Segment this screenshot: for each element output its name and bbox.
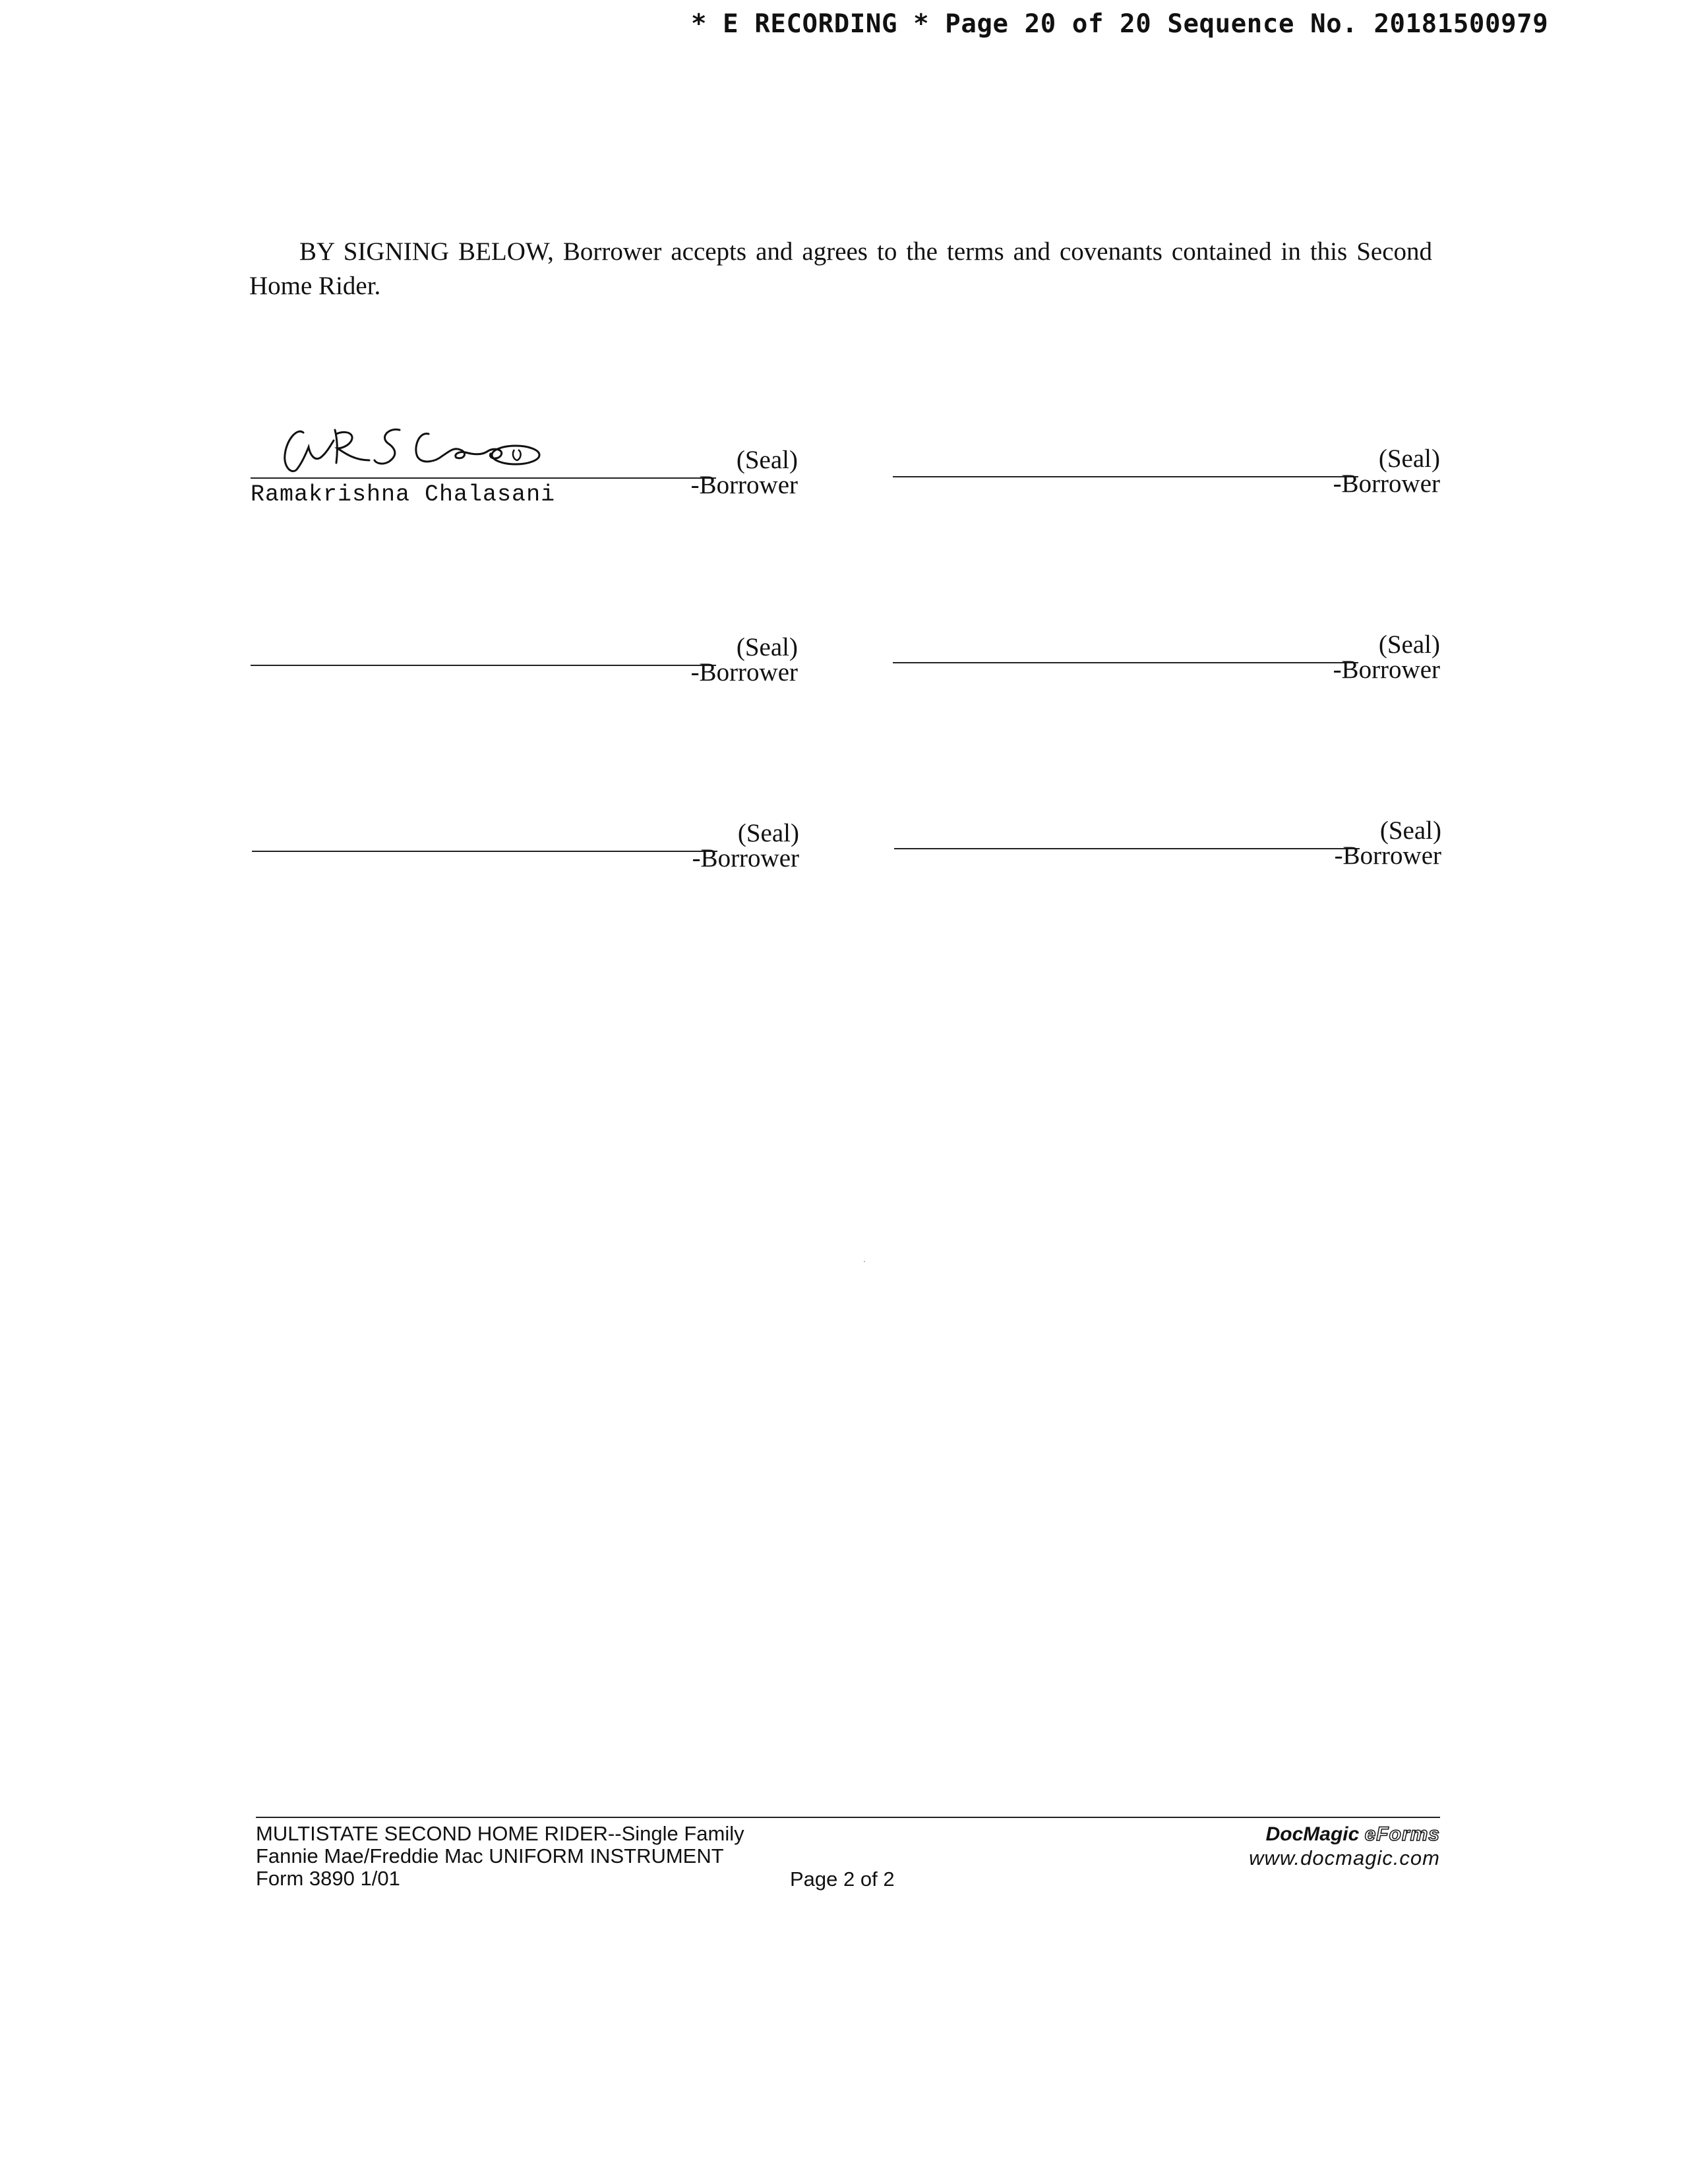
signature-block-6 xyxy=(894,818,1441,877)
signature-line xyxy=(251,665,716,666)
brand-name: DocMagic xyxy=(1265,1823,1365,1845)
borrower-label: -Borrower xyxy=(1334,841,1441,870)
signing-statement: BY SIGNING BELOW, Borrower accepts and agrees to the terms and covenants contained in this Second Home Rider. xyxy=(249,237,1432,300)
recording-stamp: * E RECORDING * Page 20 of 20 Sequence No. 20181500979 xyxy=(691,9,1549,39)
signer-name: Ramakrishna Chalasani xyxy=(251,481,556,508)
seal-label: (Seal) xyxy=(1379,816,1441,845)
signature-block-1 xyxy=(251,447,798,506)
handwritten-signature xyxy=(277,414,560,487)
page-number: Page 2 of 2 xyxy=(790,1867,895,1891)
signature-block-2 xyxy=(893,446,1440,505)
signature-block-5 xyxy=(252,820,799,880)
form-number: Form 3890 1/01 xyxy=(256,1867,400,1890)
signature-line xyxy=(251,477,716,479)
docmagic-branding xyxy=(1249,1823,1440,1870)
signature-block-3 xyxy=(251,634,798,694)
borrower-label: -Borrower xyxy=(1333,470,1440,498)
footer-divider xyxy=(256,1817,1440,1818)
seal-label: (Seal) xyxy=(736,446,798,474)
signature-block-4 xyxy=(893,632,1440,691)
seal-label: (Seal) xyxy=(737,819,799,847)
form-identification xyxy=(256,1823,744,1890)
signature-line xyxy=(893,476,1358,477)
borrower-label: -Borrower xyxy=(690,658,798,686)
seal-label: (Seal) xyxy=(1378,444,1440,473)
borrower-label: -Borrower xyxy=(1333,655,1440,684)
signature-line xyxy=(252,851,717,852)
borrower-label: -Borrower xyxy=(692,844,799,872)
scan-speck xyxy=(864,1261,865,1262)
form-title: MULTISTATE SECOND HOME RIDER--Single Family xyxy=(256,1822,744,1845)
signature-line xyxy=(893,662,1358,663)
signature-line xyxy=(894,848,1360,849)
docmagic-logo xyxy=(1249,1823,1440,1846)
borrower-label: -Borrower xyxy=(690,471,798,499)
brand-suffix: eForms xyxy=(1364,1823,1440,1845)
docmagic-website: www.docmagic.com xyxy=(1249,1846,1440,1869)
seal-label: (Seal) xyxy=(1378,630,1440,659)
seal-label: (Seal) xyxy=(736,633,798,661)
form-instrument: Fannie Mae/Freddie Mac UNIFORM INSTRUMENT xyxy=(256,1844,724,1867)
